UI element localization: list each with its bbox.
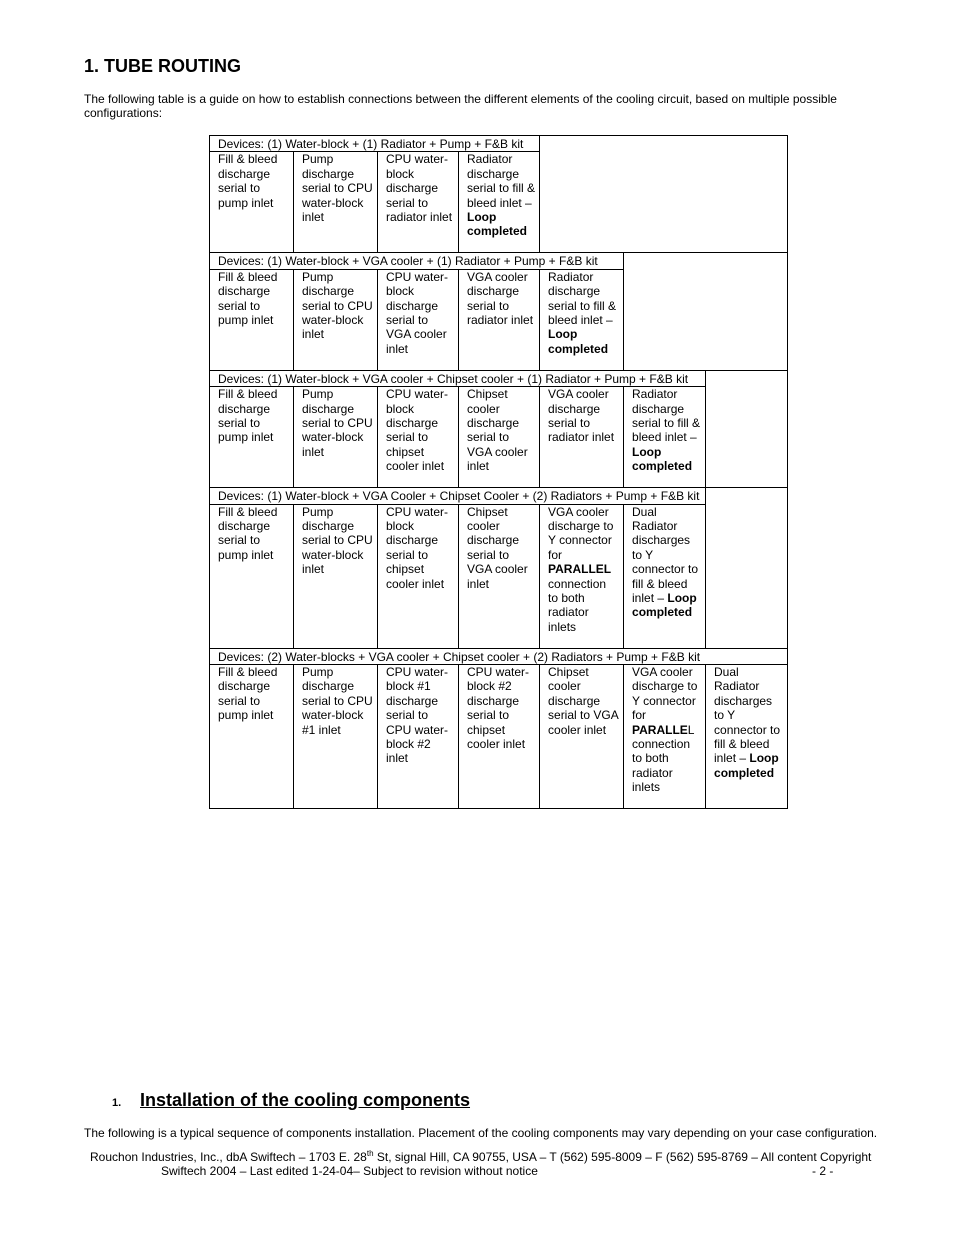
- step-cell: CPU water-block discharge serial to chipset cooler inlet: [378, 387, 459, 488]
- empty-cell: [540, 136, 788, 253]
- section-title-tube-routing: 1. TUBE ROUTING: [84, 56, 242, 76]
- step-cell: CPU water-block discharge serial to VGA cooler inlet: [378, 269, 459, 370]
- empty-cell: [624, 253, 788, 370]
- step-cell: Fill & bleed discharge serial to pump inlet: [210, 387, 294, 488]
- group-header-cell: Devices: (1) Water-block + VGA cooler + Chipset cooler + (1) Radiator + Pump + F&B kit: [210, 370, 706, 386]
- step-cell: Fill & bleed discharge serial to pump inlet: [210, 269, 294, 370]
- parallel-label-tail: L: [687, 722, 695, 737]
- empty-cell: [706, 370, 788, 487]
- footer-line-2: Swiftech 2004 – Last edited 1-24-04– Subject to revision without notice: [161, 1164, 538, 1178]
- step-cell: CPU water-block #1 discharge serial to CPU water-block #2 inlet: [378, 665, 459, 809]
- steps-row: [210, 504, 788, 648]
- group-header-row: [210, 253, 788, 269]
- step-text: connection to both radiator inlets: [548, 576, 607, 634]
- step-cell: Pump discharge serial to CPU water-block inlet: [294, 152, 378, 253]
- step-cell: Pump discharge serial to CPU water-block #1 inlet: [294, 665, 378, 809]
- step-cell: Pump discharge serial to CPU water-block inlet: [294, 387, 378, 488]
- step-cell: [624, 504, 706, 648]
- footer-line-1: [90, 1150, 910, 1164]
- parallel-label: PARALLE: [632, 722, 688, 737]
- group-header-row: [210, 488, 788, 504]
- group-header-row: [210, 648, 788, 664]
- step-cell: VGA cooler discharge serial to radiator inlet: [459, 269, 540, 370]
- step-text: Dual Radiator discharges to Y connector to fill & bleed inlet –: [632, 504, 699, 606]
- section-number: 1.: [112, 1097, 122, 1109]
- group-header-row: [210, 136, 788, 152]
- installation-paragraph: The following is a typical sequence of components installation. Placement of the cooling components may vary depending on your case configuration.: [84, 1126, 878, 1140]
- loop-completed-label: Loop completed: [548, 327, 609, 356]
- step-cell: VGA cooler discharge serial to radiator inlet: [540, 387, 624, 488]
- step-cell: Chipset cooler discharge serial to VGA cooler inlet: [459, 504, 540, 648]
- steps-row: [210, 387, 788, 488]
- step-cell: Chipset cooler discharge serial to VGA cooler inlet: [459, 387, 540, 488]
- step-text: Radiator discharge serial to fill & bleed inlet –: [632, 387, 701, 445]
- step-cell: [624, 387, 706, 488]
- step-cell: Pump discharge serial to CPU water-block inlet: [294, 269, 378, 370]
- step-cell: Chipset cooler discharge serial to VGA cooler inlet: [540, 665, 624, 809]
- intro-paragraph: The following table is a guide on how to establish connections between the different elements of the cooling circuit, based on multiple possible configurations:: [84, 92, 837, 120]
- step-text: Dual Radiator discharges to Y connector to fill & bleed inlet –: [714, 665, 781, 766]
- step-cell: CPU water-block discharge serial to chipset cooler inlet: [378, 504, 459, 648]
- step-cell: [706, 665, 788, 809]
- step-cell: Fill & bleed discharge serial to pump inlet: [210, 152, 294, 253]
- loop-completed-label: Loop completed: [714, 751, 779, 780]
- step-cell: [624, 665, 706, 809]
- step-cell: Fill & bleed discharge serial to pump inlet: [210, 665, 294, 809]
- step-cell: CPU water-block discharge serial to radiator inlet: [378, 152, 459, 253]
- group-header-cell: Devices: (1) Water-block + (1) Radiator + Pump + F&B kit: [210, 136, 540, 152]
- parallel-label: PARALLEL: [548, 562, 612, 577]
- step-cell: [540, 269, 624, 370]
- tube-routing-table: [209, 135, 788, 809]
- footer-text: Rouchon Industries, Inc., dbA Swiftech – 1703 E. 28: [90, 1150, 367, 1164]
- steps-row: [210, 665, 788, 809]
- empty-cell: [706, 488, 788, 648]
- step-text: VGA cooler discharge to Y connector for: [632, 665, 698, 723]
- step-cell: [540, 504, 624, 648]
- group-header-cell: Devices: (1) Water-block + VGA cooler + (1) Radiator + Pump + F&B kit: [210, 253, 624, 269]
- step-cell: Fill & bleed discharge serial to pump inlet: [210, 504, 294, 648]
- group-header-row: [210, 370, 788, 386]
- page-number: - 2 -: [812, 1164, 834, 1178]
- step-text: connection to both radiator inlets: [632, 737, 691, 795]
- loop-completed-label: Loop completed: [632, 444, 693, 474]
- group-header-cell: Devices: (1) Water-block + VGA Cooler + Chipset Cooler + (2) Radiators + Pump + F&B kit: [210, 488, 706, 504]
- loop-completed-label: Loop completed: [632, 591, 697, 620]
- loop-completed-label: Loop completed: [467, 210, 528, 239]
- step-cell: [459, 152, 540, 253]
- step-text: Radiator discharge serial to fill & bleed inlet –: [467, 152, 536, 210]
- step-text: VGA cooler discharge to Y connector for: [548, 504, 614, 562]
- section-heading-installation: [112, 1090, 470, 1111]
- group-header-cell: Devices: (2) Water-blocks + VGA cooler + Chipset cooler + (2) Radiators + Pump + F&B kit: [210, 648, 788, 664]
- footer-superscript: th: [366, 1149, 374, 1158]
- footer-text: St, signal Hill, CA 90755, USA – T (562) 595-8009 – F (562) 595-8769 – All content Copyright: [373, 1150, 872, 1164]
- step-cell: CPU water-block #2 discharge serial to chipset cooler inlet: [459, 665, 540, 809]
- step-cell: Pump discharge serial to CPU water-block inlet: [294, 504, 378, 648]
- step-text: Radiator discharge serial to fill & bleed inlet –: [548, 269, 617, 328]
- section-title-installation: Installation of the cooling components: [140, 1090, 471, 1110]
